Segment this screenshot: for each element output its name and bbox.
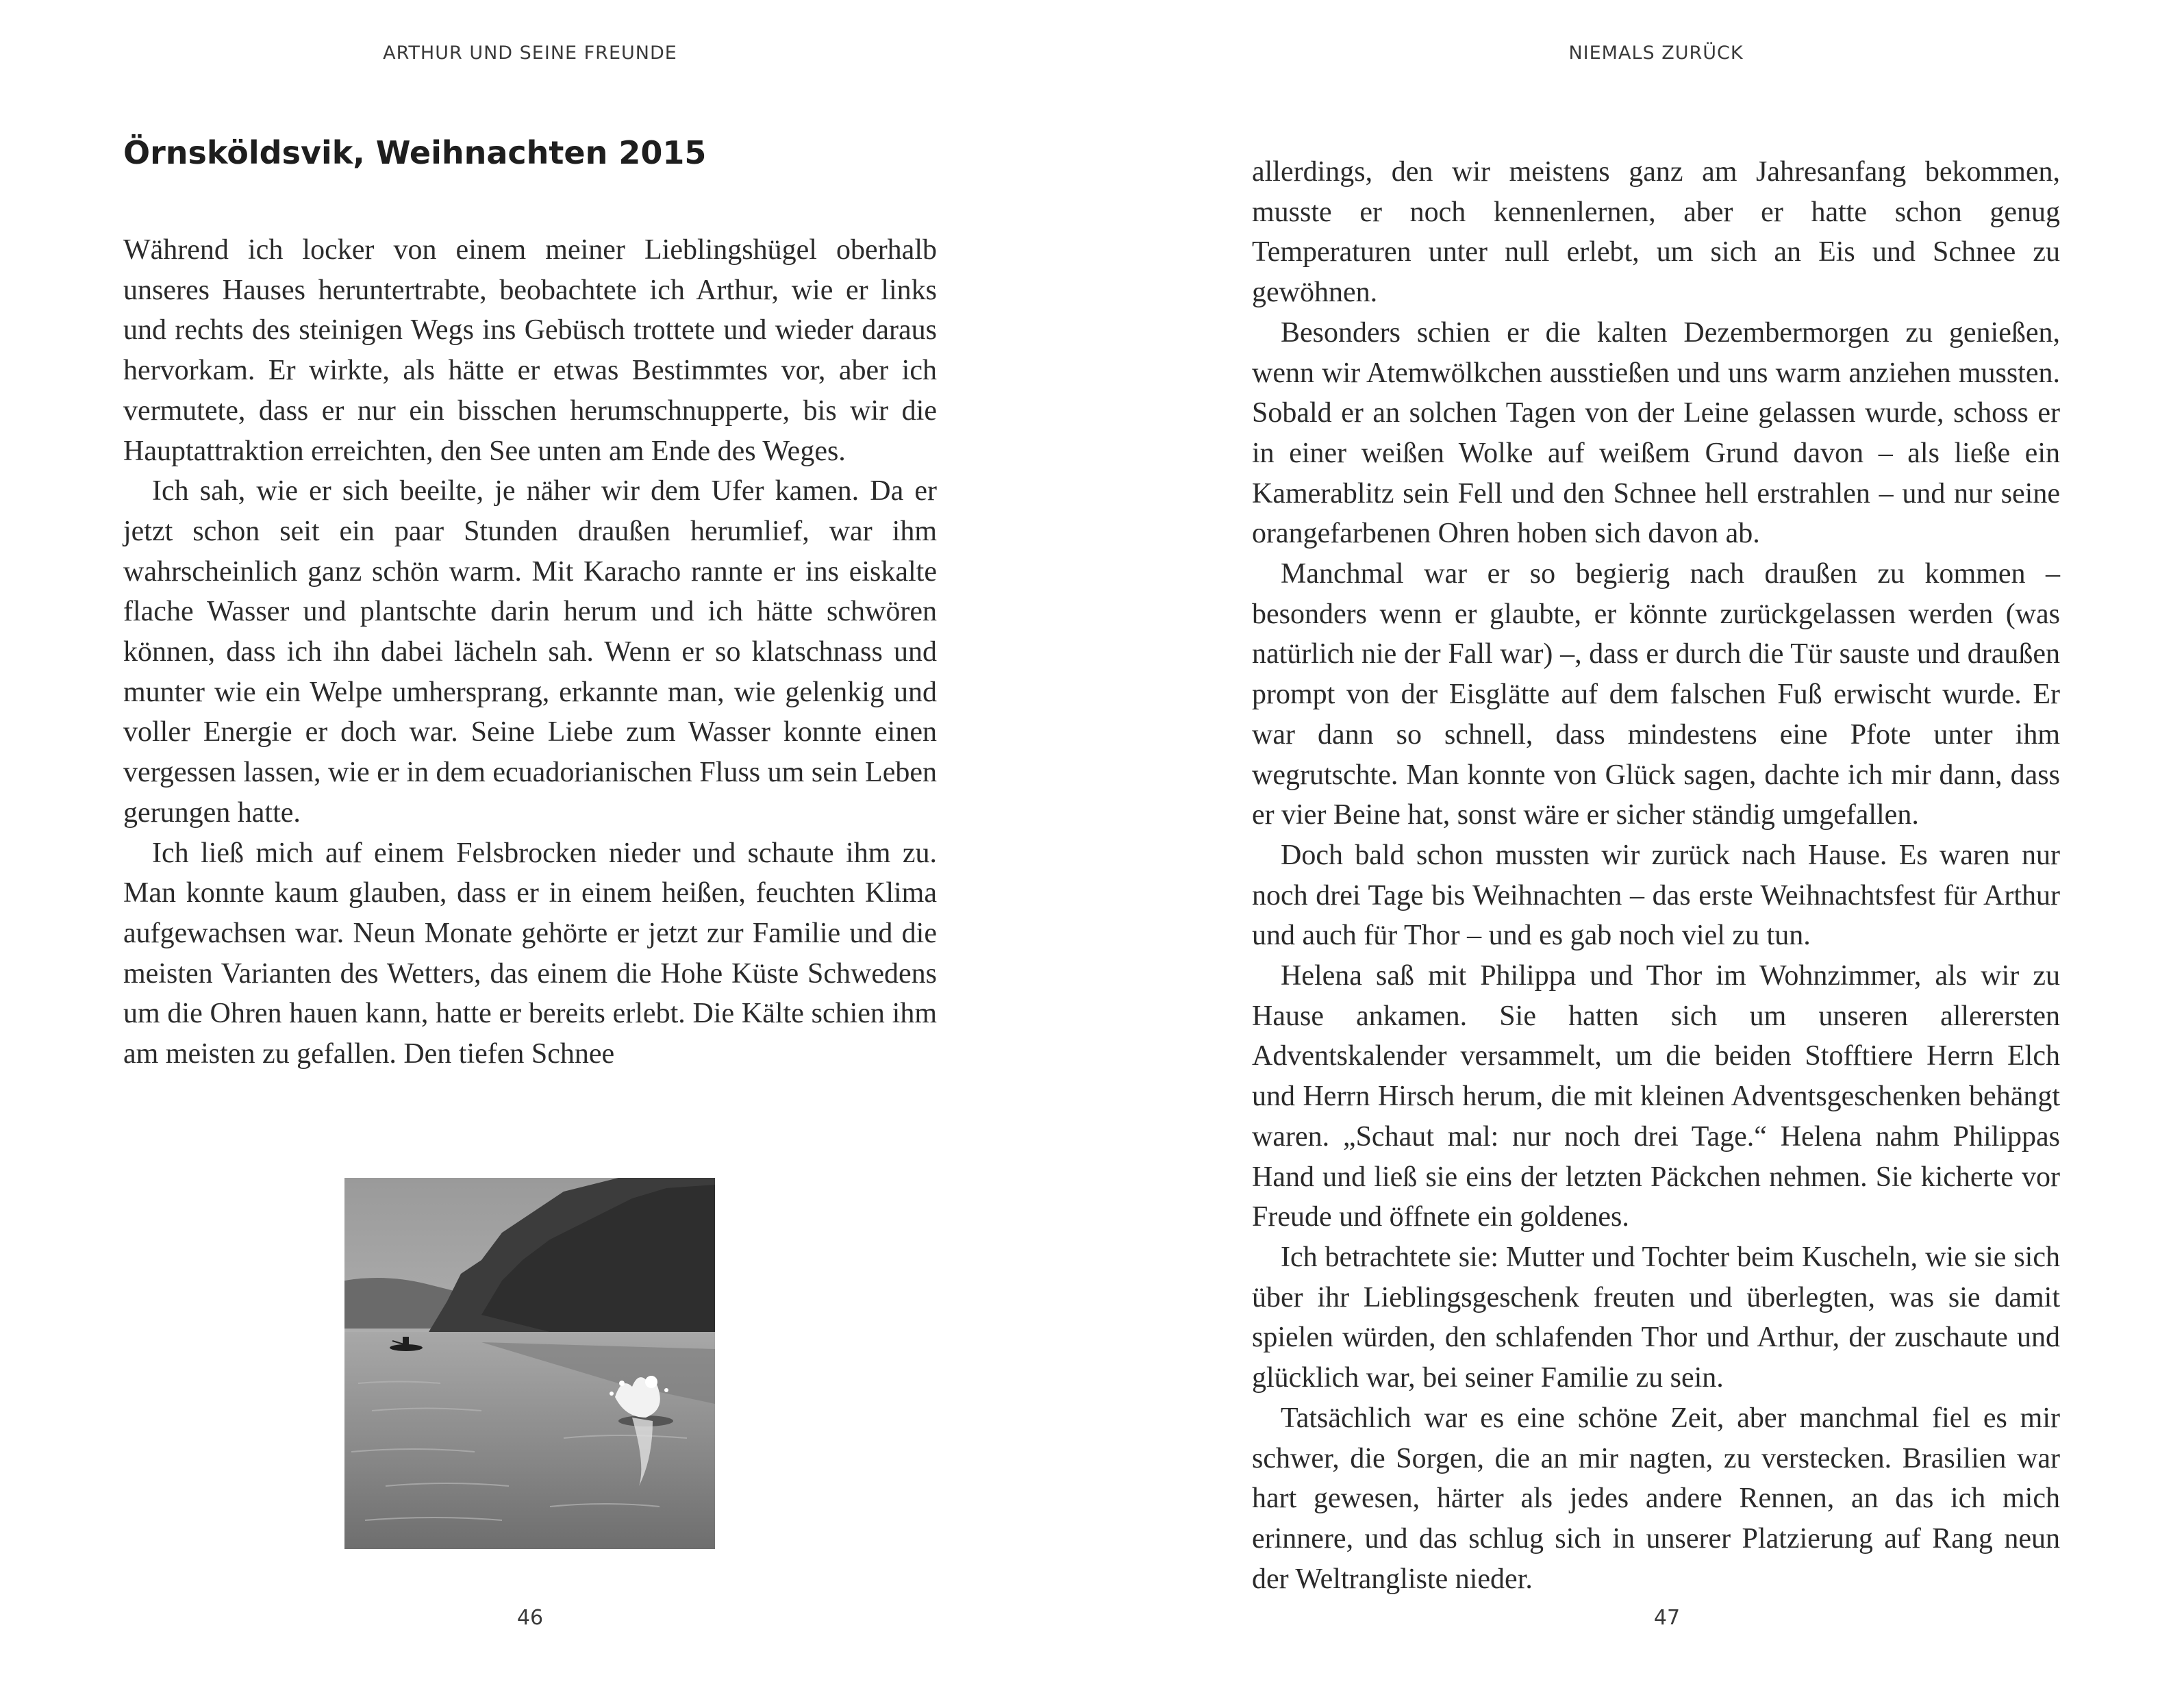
paragraph: Ich betrachtete sie: Mutter und Tochter beim Kuscheln, wie sie sich über ihr Lieblingsgeschenk freuten und überlegten, was sie damit spielen würden, den schlafenden Thor und Arthur, der zuschaute und glücklich war, bei seiner Familie zu sein. <box>1252 1241 2060 1394</box>
paragraph: Tatsächlich war es eine schöne Zeit, aber manchmal fiel es mir schwer, die Sorgen, die an mir nagten, zu verstecken. Brasilien war hart gewesen, härter als jedes andere Rennen, an das ich mich erinnere, und das schlug sich in unserer Platzierung auf Rang neun der Weltrangliste nieder. <box>1252 1402 2060 1595</box>
paragraph: Ich sah, wie er sich beeilte, je näher wir dem Ufer kamen. Da er jetzt schon seit ein paar Stunden draußen herumlief, war ihm wahrscheinlich ganz schön warm. Mit Karacho rannte er ins eiskalte flache Wasser und plantschte darin herum und ich hätte schwören können, dass ich ihn dabei lächeln sah. Wenn er so klatschnass und munter wie ein Welpe umhersprang, erkannte man, wie gelenkig und voller Energie er doch war. Seine Liebe zum Wasser konnte einen vergessen lassen, wie er in dem ecuadorianischen Fluss um sein Leben gerungen hatte. <box>123 475 937 829</box>
left-body-text <box>123 230 937 1074</box>
paragraph: Helena saß mit Philippa und Thor im Wohnzimmer, als wir zu Hause ankamen. Sie hatten sich um unseren allerersten Adventskalender versammelt, um die beiden Stofftiere Herrn Elch und Herrn Hirsch herum, die mit kleinen Adventsgeschenken behängt waren. „Schaut mal: nur noch drei Tage.“ Helena nahm Philippas Hand und ließ sie eins der letzten Päckchen nehmen. Sie kicherte vor Freude und öffnete ein goldenes. <box>1252 960 2060 1233</box>
lake-dog-kayak-photo <box>344 1178 715 1549</box>
page-number-right: 47 <box>1653 1606 1681 1630</box>
photo-illustration <box>344 1178 715 1549</box>
paragraph: Während ich locker von einem meiner Lieblingshügel oberhalb unseres Hauses heruntertrabte, beobachtete ich Arthur, wie er links und rechts des steinigen Wegs ins Gebüsch trottete und wieder daraus hervorkam. Er wirkte, als hätte er etwas Bestimmtes vor, aber ich vermutete, dass er nur ein bisschen herumschnupperte, bis wir die Hauptattraktion erreichten, den See unten am Ende des Weges. <box>123 234 937 467</box>
paragraph: allerdings, den wir meistens ganz am Jahresanfang bekommen, musste er noch kennenlernen, aber er hatte schon genug Temperaturen unter null erlebt, um sich an Eis und Schnee zu gewöhnen. <box>1252 156 2060 309</box>
page-number-left: 46 <box>516 1606 544 1630</box>
paragraph: Ich ließ mich auf einem Felsbrocken nieder und schaute ihm zu. Man konnte kaum glauben, dass er in einem heißen, feuchten Klima aufgewachsen war. Neun Monate gehörte er jetzt zur Familie und die meisten Varianten des Wetters, das einem die Hohe Küste Schwedens um die Ohren hauen kann, hatte er bereits erlebt. Die Kälte schien ihm am meisten zu gefallen. Den tiefen Schnee <box>123 837 937 1070</box>
paragraph: Besonders schien er die kalten Dezembermorgen zu genießen, wenn wir Atemwölkchen ausstießen und uns warm anziehen mussten. Sobald er an solchen Tagen von der Leine gelassen wurde, schoss er in einer weißen Wolke auf weißem Grund davon – als ließe ein Kamerablitz sein Fell und den Schnee hell erstrahlen – und nur seine orangefarbenen Ohren hoben sich davon ab. <box>1252 316 2060 550</box>
right-page <box>1092 0 2184 1699</box>
chapter-title: Örnsköldsvik, Weihnachten 2015 <box>123 134 707 171</box>
running-head-left: ARTHUR UND SEINE FREUNDE <box>383 42 677 64</box>
paragraph: Manchmal war er so begierig nach draußen zu kommen – besonders wenn er glaubte, er könnte zurückgelassen werden (was natürlich nie der Fall war) –, dass er durch die Tür sauste und draußen prompt von der Eisglätte auf dem falschen Fuß erwischt wurde. Er war dann so schnell, dass mindestens eine Pfote unter ihm wegrutschte. Man konnte von Glück sagen, dachte ich mir dann, dass er vier Beine hat, sonst wäre er sicher ständig umgefallen. <box>1252 558 2060 831</box>
right-body-text <box>1252 152 2060 1599</box>
paragraph: Doch bald schon mussten wir zurück nach Hause. Es waren nur noch drei Tage bis Weihnachten – das erste Weihnachtsfest für Arthur und auch für Thor – und es gab noch viel zu tun. <box>1252 839 2060 952</box>
running-head-right: NIEMALS ZURÜCK <box>1568 42 1744 64</box>
